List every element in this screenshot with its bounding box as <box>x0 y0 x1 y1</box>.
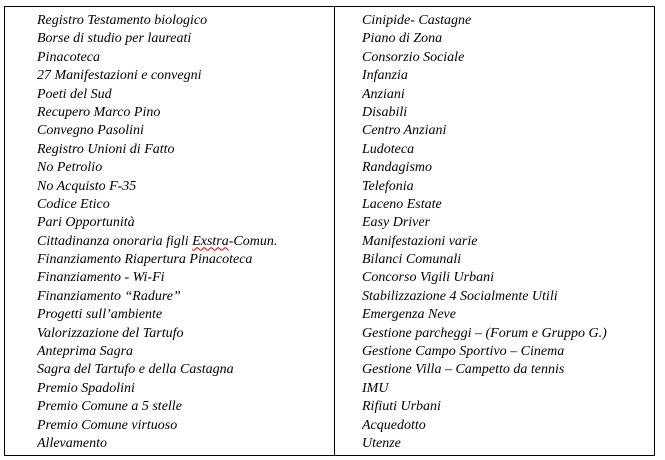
list-item: Telefonia <box>362 178 414 194</box>
list-item: Allevamento <box>37 435 107 451</box>
list-item: Bilanci Comunali <box>362 252 462 268</box>
right-column <box>335 7 654 455</box>
list-item: Premio Comune virtuoso <box>37 417 178 433</box>
list-item: Gestione Villa – Campetto da tennis <box>362 362 565 378</box>
list-item: Recupero Marco Pino <box>37 104 161 120</box>
list-item: Finanziamento “Radure” <box>37 288 181 304</box>
list-item: Cinipide- Castagne <box>362 13 472 28</box>
list-item: Emergenza Neve <box>362 307 456 323</box>
list-item: Utenze <box>362 435 401 451</box>
list-item: Manifestazioni varie <box>362 233 478 249</box>
list-item: Consorzio Sociale <box>362 49 465 65</box>
list-item: Premio Spadolini <box>37 380 135 396</box>
list-item: Registro Unioni di Fatto <box>37 141 175 157</box>
list-item-spellcheck: Cittadinanza onoraria figli Exstra-Comun. <box>37 233 278 249</box>
list-item: IMU <box>362 380 389 396</box>
spellcheck-underline: Exstra <box>192 233 229 249</box>
list-item: Piano di Zona <box>362 31 443 47</box>
list-item: Valorizzazione del Tartufo <box>37 325 184 341</box>
list-item: No Petrolio <box>37 160 103 176</box>
list-item: Pinacoteca <box>37 49 100 65</box>
list-item: Rifiuti Urbani <box>362 399 441 415</box>
list-item: Stabilizzazione 4 Socialmente Utili <box>362 288 558 304</box>
list-item: Gestione Campo Sportivo – Cinema <box>362 344 565 360</box>
list-item: Finanziamento - Wi-Fi <box>37 270 165 286</box>
two-column-table <box>4 6 655 456</box>
list-item: Laceno Estate <box>362 196 442 212</box>
list-item: Pari Opportunità <box>37 215 135 231</box>
list-item: Finanziamento Riapertura Pinacoteca <box>37 252 253 268</box>
list-item: Convegno Pasolini <box>37 123 144 139</box>
list-item: Gestione parcheggi – (Forum e Gruppo G.) <box>362 325 607 341</box>
list-item: Anziani <box>362 86 405 102</box>
list-item: 27 Manifestazioni e convegni <box>37 68 202 84</box>
list-item: Registro Testamento biologico <box>37 13 208 28</box>
list-item: Acquedotto <box>362 417 426 433</box>
list-item: Easy Driver <box>362 215 431 231</box>
list-item: Infanzia <box>362 68 408 84</box>
list-item: No Acquisto F-35 <box>37 178 137 194</box>
list-item: Randagismo <box>362 160 432 176</box>
list-item: Sagra del Tartufo e della Castagna <box>37 362 234 378</box>
list-item: Progetti sull’ambiente <box>37 307 163 323</box>
list-item: Ludoteca <box>362 141 415 157</box>
list-item: Centro Anziani <box>362 123 447 139</box>
left-column <box>5 7 335 455</box>
list-item: Poeti del Sud <box>37 86 112 102</box>
list-item: Anteprima Sagra <box>37 344 134 360</box>
list-item: Premio Comune a 5 stelle <box>37 399 182 415</box>
list-item: Concorso Vigili Urbani <box>362 270 494 286</box>
list-item: Codice Etico <box>37 196 110 212</box>
list-item: Borse di studio per laureati <box>37 31 192 47</box>
list-item: Disabili <box>362 104 408 120</box>
